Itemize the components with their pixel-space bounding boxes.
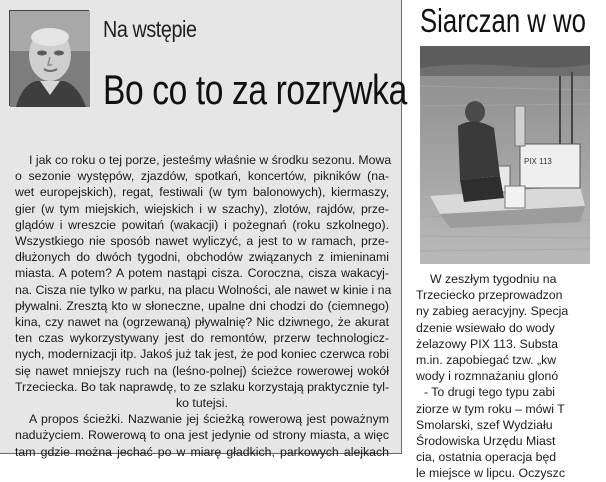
section-label: Na wstępie	[103, 16, 197, 42]
body-line: wet europejskich), regat, festiwali (w tym balonowych), kiermaszy,	[15, 185, 389, 200]
body-line: ziorze w tym roku – mówi T	[416, 401, 565, 416]
body-line: Trzeciecko przeprowadzon	[416, 288, 563, 303]
body-line: I jak co roku o tej porze, jesteśmy właśnie w środku sezonu. Mowa	[29, 153, 392, 167]
body-line: glądów i wreszcie powitań (wakacji) i pożegnań (roku szkolnego).	[15, 217, 389, 232]
article-body	[15, 152, 392, 460]
body-line: na. Cisza nie tylko w parku, na placu Wolności, ale nawet w kinie i na	[15, 282, 392, 297]
body-line: się nawet mniejszy ruch na (leśno-polnej) ścieżce rowerowej wokół	[15, 363, 389, 378]
boat-on-lake-photo	[420, 46, 590, 264]
body-line: cia, ostatnia operacja będ	[416, 450, 557, 465]
body-line: - To drugi tego typu zabi	[424, 385, 556, 400]
body-line: A propos ścieżki. Nazwanie jej ścieżką rowerową jest poważnym	[29, 412, 389, 427]
body-line: miasta. A potem? A potem nastąpi cisza. Coroczna, cisza wakacyj-	[15, 266, 389, 281]
author-portrait-photo	[9, 10, 89, 106]
author-portrait-icon	[10, 11, 90, 107]
body-line: dłużonych do dwóch tygodni, obchodów związanych z imieninami	[15, 250, 389, 265]
boat-photo-icon	[420, 46, 590, 264]
body-line: o sezonie występów, zjazdów, spotkań, koncertów, pikników (na-	[15, 169, 389, 184]
body-line: m.in. zapobiegać tzw. „kw	[416, 353, 557, 368]
body-line: nadużyciem. Rowerową to ona jest jedynie od strony miasta, a więc	[15, 428, 389, 443]
body-line: dzenie wsiewało do wody	[416, 320, 555, 335]
body-line: tam gdzie można jechać po w miarę gładkich, parkowych alejkach	[15, 444, 389, 459]
body-line: ten czas wykorzystywany jest do remontów, przerw technologicz-	[15, 331, 389, 346]
body-line: żelazowy PIX 113. Substa	[416, 336, 558, 351]
body-line: wody i rozmnażaniu glonó	[416, 369, 559, 384]
body-line: nych, modernizacji itp. Jakoś już tak jest, że pod koniec czerwca robi	[15, 347, 389, 362]
body-line: Środowiska Urzędu Miast	[416, 434, 556, 449]
body-line: kina, czy nawet na (ogrzewaną) pływalnię? Nic dziwnego, że akurat	[15, 315, 389, 330]
svg-text:PIX 113: PIX 113	[524, 157, 552, 166]
body-line: ny zabieg aeracyjny. Specja	[416, 304, 569, 319]
body-line: Smolarski, szef Wydziału	[416, 417, 553, 432]
news-headline: Siarczan w wo	[420, 2, 586, 39]
body-line: Wszystkiego nie sposób nawet wyliczyć, a jest to w ramach, prze-	[15, 234, 389, 249]
body-line: Trzeciecka. Bo tak naprawdę, to ze szlaku korzystają praktycznie tyl-	[15, 379, 390, 394]
news-column	[414, 0, 586, 481]
body-line: le miejsce w lipcu. Oczyszc	[416, 466, 565, 481]
body-line: gier (w tym miejskich, wiejskich i w szachy), zlotów, rajdów, prze-	[15, 201, 389, 216]
body-line: W zeszłym tygodniu na	[430, 272, 557, 286]
news-body	[416, 271, 606, 482]
article-title: Bo co to za rozrywka	[103, 66, 407, 113]
body-line: ko tutejsi.	[176, 396, 228, 411]
body-line: pływalni. Zresztą kto w słoneczne, upalne dni chodzi do (ciemnego)	[15, 298, 389, 313]
